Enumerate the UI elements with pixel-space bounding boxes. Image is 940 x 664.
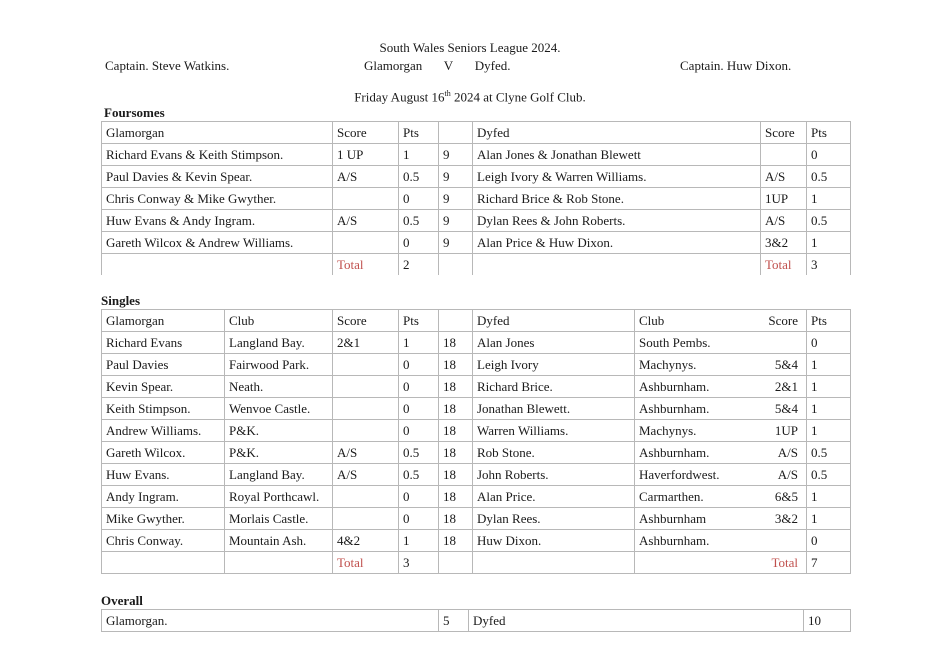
captain-away: Captain. Huw Dixon. (680, 58, 792, 73)
total-row (102, 254, 851, 276)
holes-played: 9 (439, 188, 473, 210)
holes-played: 18 (439, 354, 473, 376)
home-score (333, 232, 399, 254)
away-club-score (635, 486, 807, 508)
col-home-pts: Pts (399, 122, 439, 144)
home-pts: 1 (399, 144, 439, 166)
document-title: South Wales Seniors League 2024. (379, 40, 561, 55)
home-pts: 0 (399, 376, 439, 398)
home-score: A/S (333, 442, 399, 464)
total-label: Total (761, 254, 807, 276)
away-club: Ashburnham. (639, 379, 710, 394)
away-pts: 1 (807, 232, 851, 254)
away-club: Ashburnham. (639, 533, 710, 548)
away-club: South Pembs. (639, 335, 711, 350)
home-score (333, 420, 399, 442)
home-club: Langland Bay. (225, 464, 333, 486)
away-pts: 0.5 (807, 210, 851, 232)
header-row (102, 122, 851, 144)
home-club: Morlais Castle. (225, 508, 333, 530)
home-pts: 0.5 (399, 464, 439, 486)
away-score: 1UP (761, 188, 807, 210)
away-score: A/S (761, 166, 807, 188)
holes-played: 18 (439, 420, 473, 442)
home-score: 1 UP (333, 144, 399, 166)
home-club: Fairwood Park. (225, 354, 333, 376)
col-home-score: Score (333, 310, 399, 332)
holes-played: 9 (439, 210, 473, 232)
table-row (102, 210, 851, 232)
home-pts: 0 (399, 354, 439, 376)
table-row (102, 166, 851, 188)
away-pair: Alan Price & Huw Dixon. (473, 232, 761, 254)
home-pts: 0.5 (399, 166, 439, 188)
home-score (333, 398, 399, 420)
home-club: P&K. (225, 420, 333, 442)
away-pts: 1 (807, 376, 851, 398)
col-home-club: Club (225, 310, 333, 332)
away-player: Dylan Rees. (473, 508, 635, 530)
col-away: Dyfed (473, 310, 635, 332)
singles-table (101, 309, 851, 574)
away-score: A/S (777, 445, 798, 460)
table-row (102, 530, 851, 552)
home-player: Mike Gwyther. (102, 508, 225, 530)
away-player: Jonathan Blewett. (473, 398, 635, 420)
away-score: 3&2 (761, 232, 807, 254)
col-home-pts: Pts (399, 310, 439, 332)
col-away: Dyfed (473, 122, 761, 144)
away-player: Alan Price. (473, 486, 635, 508)
blank-cell (473, 552, 635, 574)
away-pts: 1 (807, 398, 851, 420)
holes-played: 18 (439, 464, 473, 486)
away-pts: 0 (807, 144, 851, 166)
home-pts: 1 (399, 332, 439, 354)
blank-cell (439, 254, 473, 276)
foursomes-heading: Foursomes (104, 105, 165, 120)
home-player: Keith Stimpson. (102, 398, 225, 420)
home-player: Paul Davies (102, 354, 225, 376)
home-pts: 0 (399, 486, 439, 508)
col-away-score: Score (761, 122, 807, 144)
col-home: Glamorgan (102, 310, 225, 332)
table-row (102, 354, 851, 376)
home-club: P&K. (225, 442, 333, 464)
away-club-score (635, 442, 807, 464)
total-row (102, 552, 851, 574)
table-row (102, 420, 851, 442)
away-pts: 0.5 (807, 442, 851, 464)
team-away: Dyfed. (474, 58, 511, 73)
away-club-score (635, 354, 807, 376)
away-club: Machynys. (639, 423, 697, 438)
col-hole (439, 310, 473, 332)
home-club: Wenvoe Castle. (225, 398, 333, 420)
away-total: 3 (807, 254, 851, 276)
col-hole (439, 122, 473, 144)
total-label: Total (333, 552, 399, 574)
away-score-label: Score (768, 313, 798, 328)
col-away-pts: Pts (807, 310, 851, 332)
home-pts: 0.5 (399, 442, 439, 464)
home-pts: 0 (399, 188, 439, 210)
home-score: 4&2 (333, 530, 399, 552)
home-total: 2 (399, 254, 439, 276)
home-score: A/S (333, 166, 399, 188)
away-player: John Roberts. (473, 464, 635, 486)
away-pair: Leigh Ivory & Warren Williams. (473, 166, 761, 188)
away-player: Richard Brice. (473, 376, 635, 398)
home-score: 2&1 (333, 332, 399, 354)
holes-played: 18 (439, 376, 473, 398)
holes-played: 18 (439, 486, 473, 508)
away-pts: 0 (807, 332, 851, 354)
away-score: 5&4 (774, 357, 798, 372)
away-pts: 0.5 (807, 166, 851, 188)
home-pts: 1 (399, 530, 439, 552)
away-score (761, 144, 807, 166)
home-club: Langland Bay. (225, 332, 333, 354)
away-club-score (635, 398, 807, 420)
home-player: Chris Conway. (102, 530, 225, 552)
away-club: Ashburnham. (639, 445, 710, 460)
home-pts: 0.5 (399, 210, 439, 232)
overall-home-total: 5 (439, 610, 469, 632)
away-score: A/S (777, 467, 798, 482)
away-pts: 1 (807, 508, 851, 530)
holes-played: 18 (439, 332, 473, 354)
overall-table (101, 609, 851, 632)
table-row (102, 508, 851, 530)
header-row (102, 310, 851, 332)
away-player: Alan Jones (473, 332, 635, 354)
overall-away: Dyfed (469, 610, 804, 632)
away-club-score (635, 508, 807, 530)
col-home: Glamorgan (102, 122, 333, 144)
away-club-score (635, 376, 807, 398)
col-home-score: Score (333, 122, 399, 144)
away-total: 7 (807, 552, 851, 574)
blank-cell (439, 552, 473, 574)
overall-home: Glamorgan. (102, 610, 439, 632)
holes-played: 9 (439, 232, 473, 254)
away-club-score (635, 530, 807, 552)
away-player: Leigh Ivory (473, 354, 635, 376)
away-pair: Alan Jones & Jonathan Blewett (473, 144, 761, 166)
away-total-label-cell (635, 552, 807, 574)
foursomes-table (101, 121, 851, 275)
away-club-score (635, 420, 807, 442)
away-club: Ashburnham. (639, 401, 710, 416)
table-row (102, 398, 851, 420)
blank-cell (102, 552, 225, 574)
home-player: Andrew Williams. (102, 420, 225, 442)
home-score (333, 486, 399, 508)
blank-cell (225, 552, 333, 574)
holes-played: 18 (439, 530, 473, 552)
home-pair: Paul Davies & Kevin Spear. (102, 166, 333, 188)
holes-played: 9 (439, 144, 473, 166)
away-score: 1UP (774, 423, 798, 438)
away-pts: 1 (807, 420, 851, 442)
away-club-label: Club (639, 313, 665, 328)
home-player: Gareth Wilcox. (102, 442, 225, 464)
home-pair: Richard Evans & Keith Stimpson. (102, 144, 333, 166)
table-row (102, 464, 851, 486)
home-pair: Gareth Wilcox & Andrew Williams. (102, 232, 333, 254)
team-home: Glamorgan (364, 58, 423, 73)
home-club: Royal Porthcawl. (225, 486, 333, 508)
table-row (102, 144, 851, 166)
singles-heading: Singles (101, 293, 141, 308)
venue-text: 2024 at Clyne Golf Club. (450, 89, 586, 105)
away-club: Ashburnham (639, 511, 707, 526)
away-club-score (635, 464, 807, 486)
away-club-score (635, 332, 807, 354)
holes-played: 18 (439, 508, 473, 530)
overall-row (102, 610, 851, 632)
home-score (333, 354, 399, 376)
blank-cell (473, 254, 761, 276)
col-away-pts: Pts (807, 122, 851, 144)
away-club: Machynys. (639, 357, 697, 372)
date-ordinal: th (444, 89, 451, 98)
away-player: Warren Williams. (473, 420, 635, 442)
away-club: Carmarthen. (639, 489, 704, 504)
match-date-venue (0, 89, 940, 105)
away-pts: 0 (807, 530, 851, 552)
away-score: 6&5 (774, 489, 798, 504)
holes-played: 18 (439, 398, 473, 420)
home-score: A/S (333, 464, 399, 486)
total-label: Total (333, 254, 399, 276)
blank-cell (102, 254, 333, 276)
home-pts: 0 (399, 398, 439, 420)
home-score (333, 508, 399, 530)
away-player: Huw Dixon. (473, 530, 635, 552)
home-score (333, 376, 399, 398)
away-score: 2&1 (774, 379, 798, 394)
home-score (333, 188, 399, 210)
home-pts: 0 (399, 232, 439, 254)
away-score: 3&2 (774, 511, 798, 526)
col-away-club (635, 310, 807, 332)
home-club: Neath. (225, 376, 333, 398)
away-pair: Richard Brice & Rob Stone. (473, 188, 761, 210)
home-player: Kevin Spear. (102, 376, 225, 398)
home-score: A/S (333, 210, 399, 232)
table-row (102, 486, 851, 508)
holes-played: 18 (439, 442, 473, 464)
away-pts: 1 (807, 486, 851, 508)
away-score: 5&4 (774, 401, 798, 416)
away-pair: Dylan Rees & John Roberts. (473, 210, 761, 232)
table-row (102, 442, 851, 464)
home-total: 3 (399, 552, 439, 574)
home-pts: 0 (399, 508, 439, 530)
home-player: Huw Evans. (102, 464, 225, 486)
versus: V (443, 58, 454, 73)
away-club: Haverfordwest. (639, 467, 720, 482)
overall-away-total: 10 (804, 610, 851, 632)
away-pts: 1 (807, 354, 851, 376)
away-pts: 1 (807, 188, 851, 210)
home-club: Mountain Ash. (225, 530, 333, 552)
table-row (102, 232, 851, 254)
home-player: Richard Evans (102, 332, 225, 354)
table-row (102, 188, 851, 210)
home-pts: 0 (399, 420, 439, 442)
holes-played: 9 (439, 166, 473, 188)
overall-heading: Overall (101, 593, 143, 608)
away-player: Rob Stone. (473, 442, 635, 464)
captain-home: Captain. Steve Watkins. (105, 58, 230, 73)
away-score: A/S (761, 210, 807, 232)
date-text: Friday August 16 (354, 89, 445, 105)
home-pair: Huw Evans & Andy Ingram. (102, 210, 333, 232)
home-player: Andy Ingram. (102, 486, 225, 508)
total-label: Total (771, 555, 798, 570)
table-row (102, 376, 851, 398)
table-row (102, 332, 851, 354)
home-pair: Chris Conway & Mike Gwyther. (102, 188, 333, 210)
fixture (364, 58, 511, 74)
away-pts: 0.5 (807, 464, 851, 486)
